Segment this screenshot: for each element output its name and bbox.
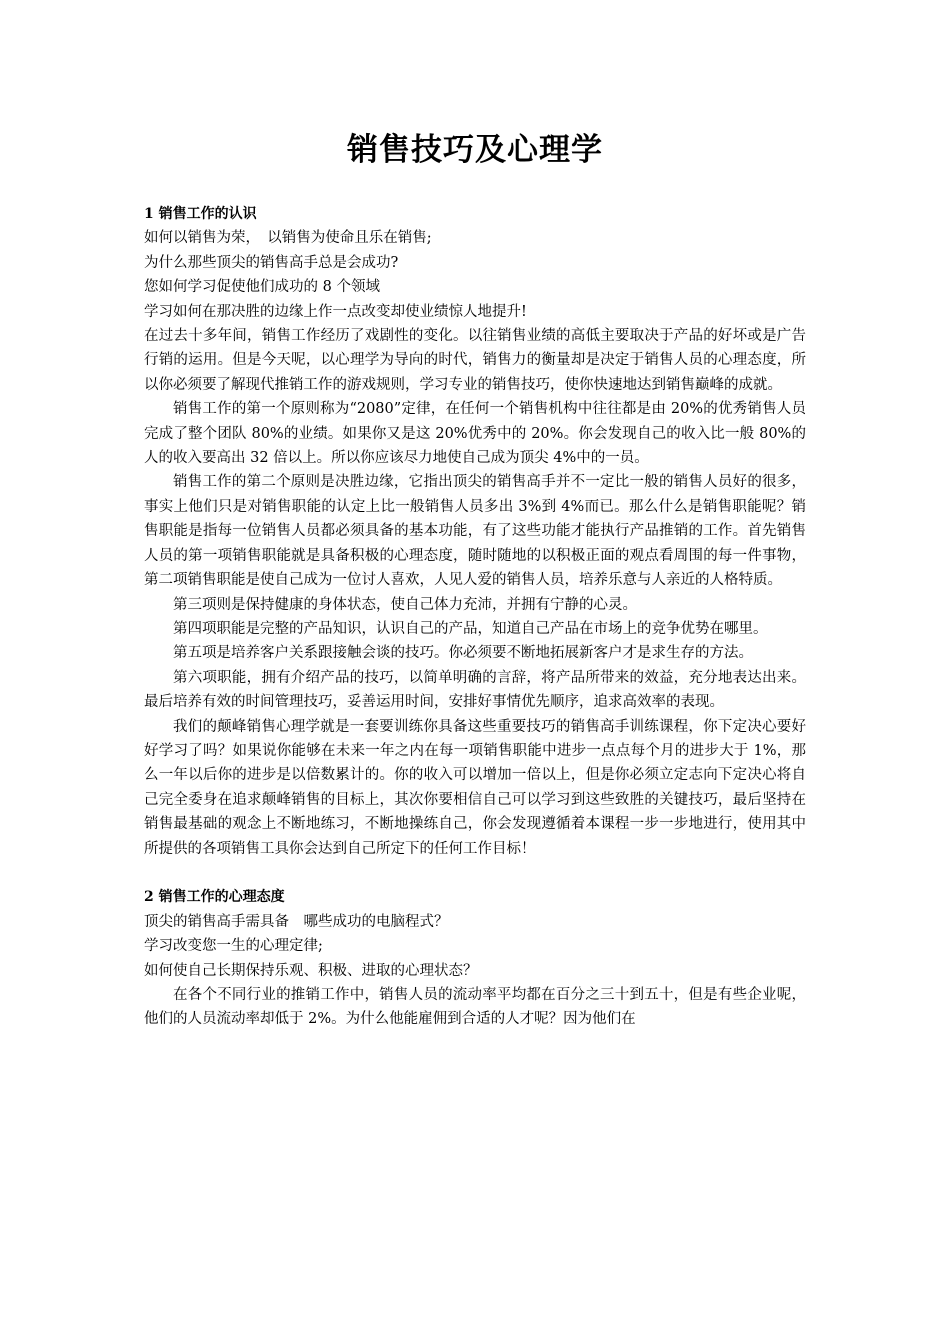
- section-1-paragraph: 我们的颠峰销售心理学就是一套要训练你具备这些重要技巧的销售高手训练课程，你下定决心要好好学习了吗？如果说你能够在未来一年之内在每一项销售职能中进步一点点每个月的进步大于 1%，那么一年以后你的进步是以倍数累计的。你的收入可以增加一倍以上，但是你必须立定志向下定决心将自己完全委身在追求颠峰销售的目标上，其次你要相信自己可以学习到这些致胜的关键技巧，最后坚持在销售最基础的观念上不断地练习，不断地操练自己，你会发现遵循着本课程一步一步地进行，使用其中所提供的各项销售工具你会达到自己所定下的任何工作目标！: [144, 718, 806, 857]
- section-2-question: 学习改变您一生的心理定律;: [144, 938, 323, 955]
- section-2-paragraph: 在各个不同行业的推销工作中，销售人员的流动率平均都在百分之三十到五十，但是有些企业呢，他们的人员流动率却低于 2%。为什么他能雇佣到合适的人才呢？因为他们在: [144, 986, 806, 1028]
- section-1-paragraph: 第六项职能，拥有介绍产品的技巧，以简单明确的言辞，将产品所带来的效益，充分地表达出来。最后培养有效的时间管理技巧，妥善运用时间，安排好事情优先顺序，追求高效率的表现。: [144, 669, 806, 711]
- section-1-paragraph: 第四项职能是完整的产品知识，认识自己的产品，知道自己产品在市场上的竞争优势在哪里。: [173, 620, 768, 637]
- section-1-paragraph: 第五项是培养客户关系跟接触会谈的技巧。你必须要不断地拓展新客户才是求生存的方法。: [173, 645, 753, 662]
- section-spacer: [144, 861, 806, 885]
- section-1-question: 为什么那些顶尖的销售高手总是会成功?: [144, 254, 399, 271]
- section-1-question: 您如何学习促使他们成功的 8 个领域: [144, 279, 380, 296]
- section-1-paragraph: 销售工作的第二个原则是决胜边缘，它指出顶尖的销售高手并不一定比一般的销售人员好的很多，事实上他们只是对销售职能的认定上比一般销售人员多出 3%到 4%而已。那么什么是销售职能呢？销售职能是指每一位销售人员都必须具备的基本功能，有了这些功能才能执行产品推销的工作。首先销售人员的第一项销售职能就是具备积极的心理态度，随时随地的以积极正面的观点看周围的每一件事物，第二项销售职能是使自己成为一位讨人喜欢，人见人爱的销售人员，培养乐意与人亲近的人格特质。: [144, 474, 806, 589]
- section-2-question: 顶尖的销售高手需具备 哪些成功的电脑程式？: [144, 913, 449, 930]
- section-1-intro-paragraph: 在过去十多年间，销售工作经历了戏剧性的变化。以往销售业绩的高低主要取决于产品的好坏或是广告行销的运用。但是今天呢，以心理学为导向的时代，销售力的衡量却是决定于销售人员的心理态度，所以你必须要了解现代推销工作的游戏规则，学习专业的销售技巧，使你快速地达到销售巅峰的成就。: [144, 328, 806, 393]
- section-1-heading: 1 销售工作的认识: [144, 206, 257, 222]
- section-1-question: 如何以销售为荣， 以销售为使命且乐在销售;: [144, 230, 432, 247]
- section-1-question: 学习如何在那决胜的边缘上作一点改变却使业绩惊人地提升!: [144, 303, 527, 320]
- section-2-question: 如何使自己长期保持乐观、积极、进取的心理状态？: [144, 962, 478, 979]
- section-1-paragraph: 销售工作的第一个原则称为“2080”定律，在任何一个销售机构中往往都是由 20%的优秀销售人员完成了整个团队 80%的业绩。如果你又是这 20%优秀中的 20%。你会发现自己的收入比一般 80%的人的收入要高出 32 倍以上。所以你应该尽力地使自己成为顶尖 4%中的一员。: [144, 401, 806, 467]
- section-2-heading: 2 销售工作的心理态度: [144, 889, 285, 906]
- document-title: 销售技巧及心理学: [347, 132, 603, 168]
- section-1-paragraph: 第三项则是保持健康的身体状态，使自己体力充沛，并拥有宁静的心灵。: [173, 596, 637, 613]
- document-body: [144, 202, 806, 1032]
